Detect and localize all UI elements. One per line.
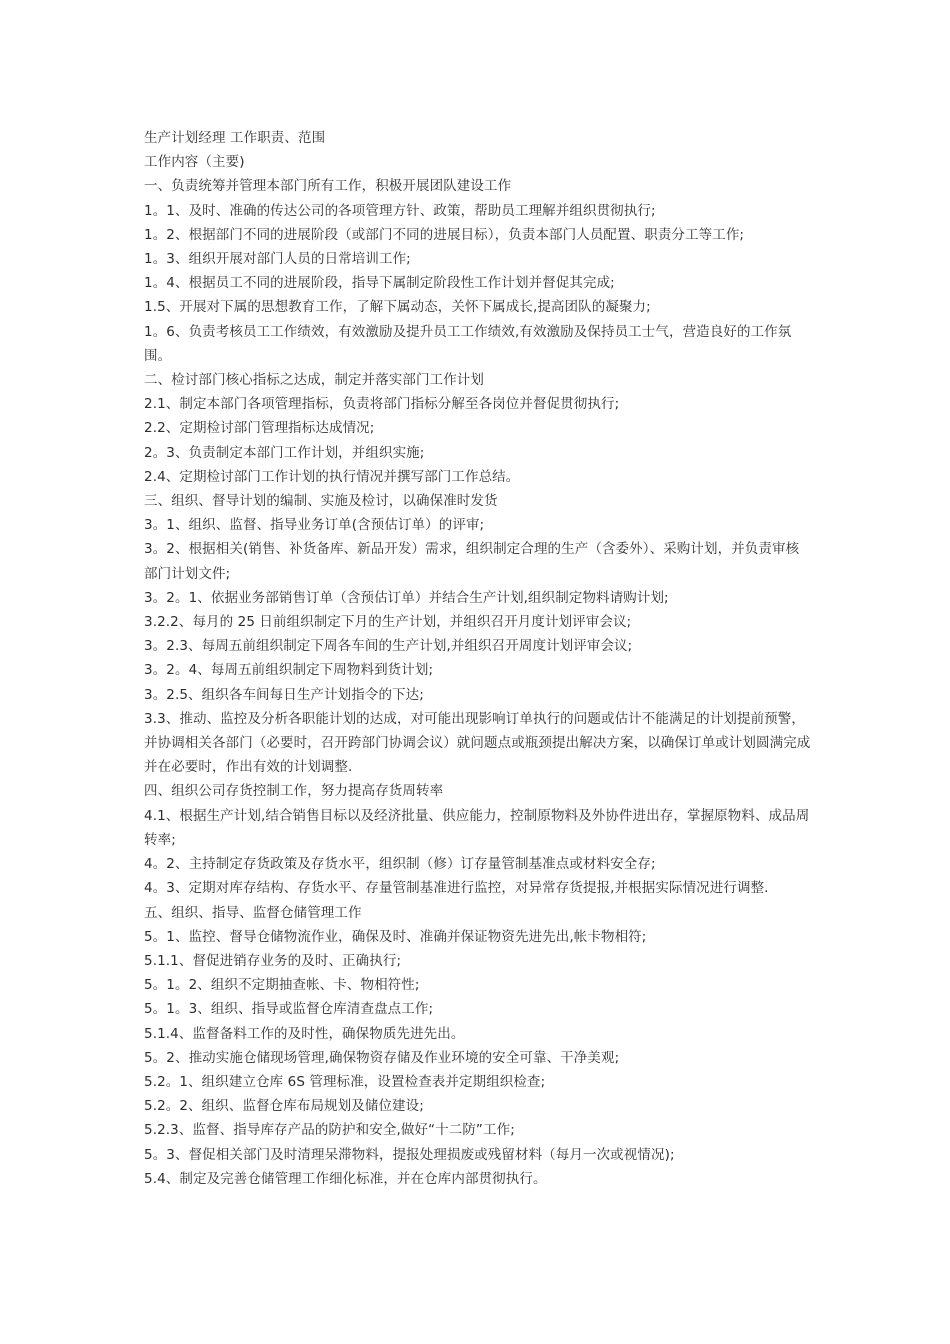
document-line: 3。2、根据相关(销售、补货备库、新品开发）需求，组织制定合理的生产（含委外）、采购计划，并负责审核部门计划文件; [144,541,800,582]
document-line: 五、组织、指导、监督仓储管理工作 [144,904,362,921]
document-line: 5。1。2、组织不定期抽查帐、卡、物相符性; [144,977,420,994]
document-line: 2.1、制定本部门各项管理指标，负责将部门指标分解至各岗位并督促贯彻执行; [144,396,620,413]
document-subtitle: 工作内容（主要) [144,154,245,171]
document-line: 二、检讨部门核心指标之达成，制定并落实部门工作计划 [144,372,484,389]
document-line: 5。3、督促相关部门及时清理呆滞物料，提报处理损废或残留材料（每月一次或视情况); [144,1146,675,1163]
document-line: 5.1.1、督促进销存业务的及时、正确执行; [144,952,402,969]
document-line: 2.2、定期检讨部门管理指标达成情况; [144,420,375,437]
document-line: 3.3、推动、监控及分析各职能计划的达成，对可能出现影响订单执行的问题或估计不能满足的计划提前预警，并协调相关各部门（必要时，召开跨部门协调会议）就问题点或瓶颈提出解决方案，以确保订单或计划圆满完成并在必要时，作出有效的计划调整. [144,710,811,776]
document-line: 2.4、定期检讨部门工作计划的执行情况并撰写部门工作总结。 [144,468,520,485]
document-line: 5.2。2、组织、监督仓库布局规划及储位建设; [144,1098,424,1115]
document-line: 1。1、及时、准确的传达公司的各项管理方针、政策，帮助员工理解并组织贯彻执行; [144,202,656,219]
document-line: 4.1、根据生产计划,结合销售目标以及经济批量、供应能力，控制原物料及外协件进出存，掌握原物料、成品周转率; [144,807,810,848]
document-title: 生产计划经理 工作职责、范围 [144,130,326,146]
document-line: 1。4、根据员工不同的进展阶段，指导下属制定阶段性工作计划并督促其完成; [144,275,615,292]
document-line: 3。2。1、依据业务部销售订单（含预估订单）并结合生产计划,组织制定物料请购计划; [144,589,669,606]
document-line: 5.2.3、监督、指导库存产品的防护和安全,做好“十二防”工作; [144,1122,515,1139]
document-line: 5。1。3、组织、指导或监督仓库清查盘点工作; [144,1001,434,1018]
document-line: 3。2。4、每周五前组织制定下周物料到货计划; [144,662,434,679]
document-line: 3.2.2、每月的 25 日前组织制定下月的生产计划，并组织召开月度计划评审会议; [144,614,632,631]
document-line: 5.4、制定及完善仓储管理工作细化标准，并在仓库内部贯彻执行。 [144,1170,547,1187]
document-line: 3。2.3、每周五前组织制定下周各车间的生产计划,并组织召开周度计划评审会议; [144,638,633,655]
document-line: 5。1、监控、督导仓储物流作业，确保及时、准确并保证物资先进先出,帐卡物相符; [144,928,647,945]
document-line: 三、组织、督导计划的编制、实施及检讨，以确保准时发货 [144,493,498,510]
document-line: 2。3、负责制定本部门工作计划，并组织实施; [144,444,425,461]
document-line: 5.1.4、监督备料工作的及时性，确保物质先进先出。 [144,1025,465,1042]
document-line: 四、组织公司存货控制工作，努力提高存货周转率 [144,783,444,800]
document-line: 一、负责统筹并管理本部门所有工作，积极开展团队建设工作 [144,178,512,195]
document-line: 3。1、组织、监督、指导业务订单(含预估订单）的评审; [144,517,485,534]
document-body [144,126,812,1191]
document-line: 1。6、负责考核员工工作绩效，有效激励及提升员工工作绩效,有效激励及保持员工士气，营造良好的工作氛围。 [144,323,792,364]
document-lines [144,174,812,1191]
document-line: 1。3、组织开展对部门人员的日常培训工作; [144,251,411,268]
document-line: 5.2。1、组织建立仓库 6S 管理标准，设置检查表并定期组织检查; [144,1073,546,1090]
document-line: 3。2.5、组织各车间每日生产计划指令的下达; [144,686,424,703]
document-line: 1.5、开展对下属的思想教育工作，了解下属动态，关怀下属成长,提高团队的凝聚力; [144,299,651,316]
document-line: 1。2、根据部门不同的进展阶段（或部门不同的进展目标），负责本部门人员配置、职责分工等工作; [144,226,745,243]
document-line: 4。3、定期对库存结构、存货水平、存量管制基准进行监控，对异常存货提报,并根据实际情况进行调整. [144,880,769,897]
document-line: 4。2、主持制定存货政策及存货水平，组织制（修）订存量管制基准点或材料安全存; [144,856,656,873]
document-line: 5。2、推动实施仓储现场管理,确保物资存储及作业环境的安全可靠、干净美观; [144,1049,620,1066]
